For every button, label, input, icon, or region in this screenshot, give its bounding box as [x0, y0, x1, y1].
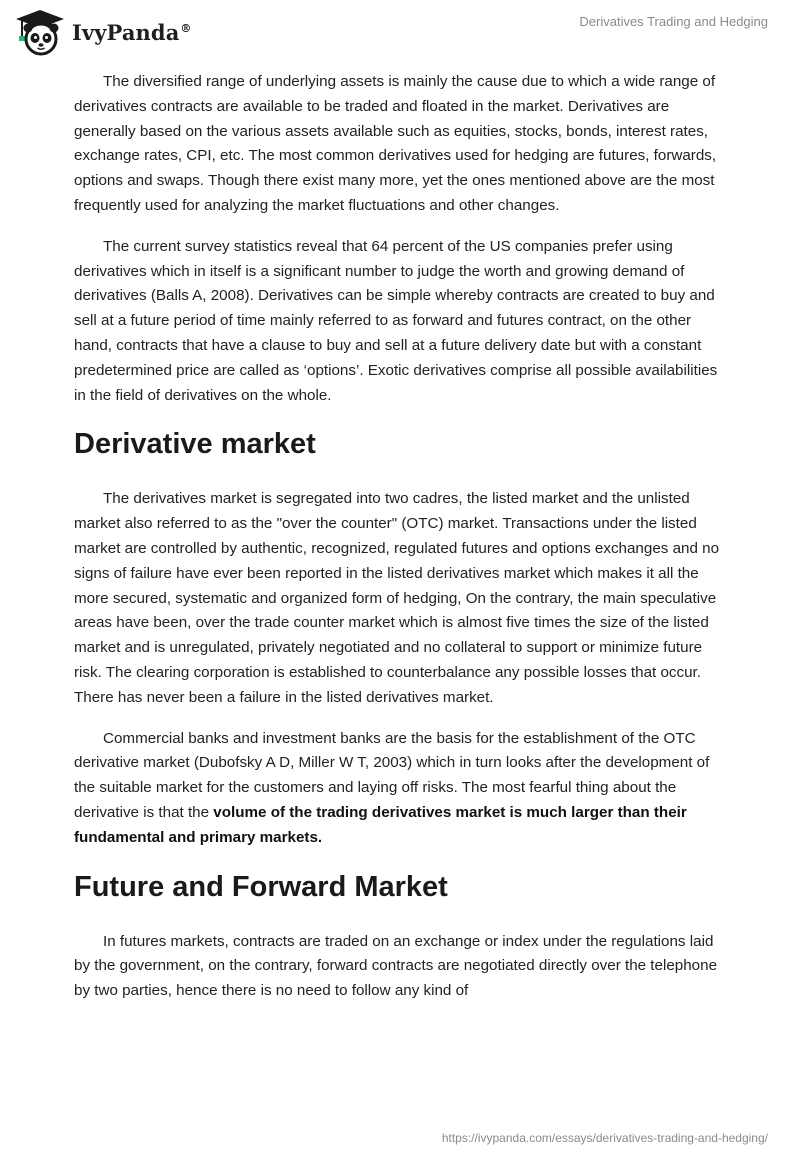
source-url-link[interactable]: https://ivypanda.com/essays/derivatives-trading-and-hedging/ — [441, 1131, 768, 1145]
brand-logo[interactable] — [14, 8, 192, 56]
paragraph-1: The diversified range of underlying assets is mainly the cause due to which a wide range of derivatives contracts are available to be traded and floated in the market. Derivatives are generally based on the various assets available such as equities, stocks, bonds, interest rates, exchange rates, CPI, etc. The most common derivatives used for hedging are futures, forwards, options and swaps. Though there exist many more, yet the ones mentioned above are the most frequently used for analyzing the market fluctuations and other changes. — [74, 73, 717, 214]
paragraph-2: The current survey statistics reveal that 64 percent of the US companies prefer using derivatives which in itself is a significant number to judge the worth and growing demand of derivatives (Balls A, 2008). Derivatives can be simple whereby contracts are created to buy and sell at a future period of time mainly referred to as forward and futures contract, on the other hand, contracts that have a clause to buy and sell at a future delivery date but with a constant predetermined price are called as ‘options’. Exotic derivatives comprise all possible availabilities in the field of derivatives on the whole. — [74, 237, 718, 404]
panda-graduate-icon — [14, 8, 66, 56]
paragraph-4 — [74, 727, 728, 851]
document-title: Derivatives Trading and Hedging — [579, 14, 768, 29]
page-header — [0, 0, 800, 60]
registered-mark: ® — [180, 21, 192, 35]
paragraph-3: The derivatives market is segregated into two cadres, the listed market and the unlisted market also referred to as the "over the counter" (OTC) market. Transactions under the listed market are controlled by authentic, recognized, regulated futures and options exchanges and no signs of failure have ever been reported in the listed derivatives market which makes it all the more secured, systematic and organized form of hedging, On the contrary, the main speculative areas have been, over the trade counter market which is almost five times the size of the listed market and is unregulated, privately negotiated and no collateral to support or minimize future risk. The clearing corporation is established to counterbalance any possible losses that occur. There has never been a failure in the listed derivatives market. — [74, 490, 720, 706]
heading-derivative-market: Derivative market — [74, 428, 316, 461]
paragraph-5: In futures markets, contracts are traded on an exchange or index under the regulations laid by the government, on the contrary, forward contracts are negotiated directly over the telephone by two parties, hence there is no need to follow any kind of — [74, 932, 718, 1000]
essay-content — [74, 70, 728, 1020]
paragraph-4-text: Commercial banks and investment banks are the basis for the establishment of the OTC derivative market (Dubofsky A D, Miller W T, 2003) which in turn looks after the development of the suitable market for the customers and laying off risks. The most fearful thing about the derivative is that the — [74, 729, 710, 821]
paragraph-4-bold: volume of the trading derivatives market is much larger than their fundamental and primary markets. — [74, 803, 687, 846]
brand-name: IvyPanda® — [72, 19, 192, 45]
heading-future-forward-market: Future and Forward Market — [74, 870, 448, 903]
